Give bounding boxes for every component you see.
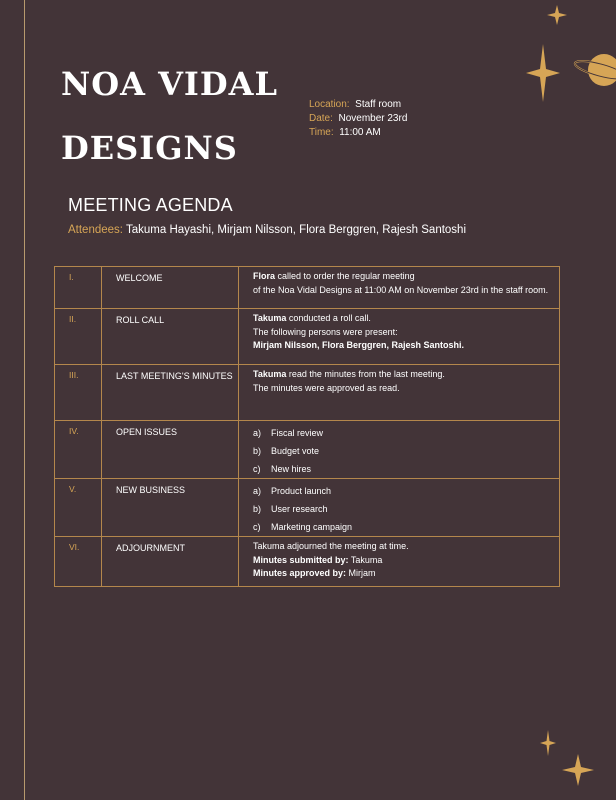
attendees xyxy=(68,224,466,236)
row-number: II. xyxy=(55,309,102,365)
table-row xyxy=(55,365,560,421)
row-section: ADJOURNMENT xyxy=(102,537,239,587)
row-number: I. xyxy=(55,267,102,309)
agenda-heading: MEETING AGENDA xyxy=(68,195,233,215)
row-details xyxy=(239,479,560,537)
company-title xyxy=(61,52,278,180)
attendees-names: Takuma Hayashi, Mirjam Nilsson, Flora Berggren, Rajesh Santoshi xyxy=(125,224,467,236)
table-row xyxy=(55,309,560,365)
table-row xyxy=(55,421,560,479)
row-section: LAST MEETING'S MINUTES xyxy=(102,365,239,421)
business-list xyxy=(253,482,559,536)
row-section: OPEN ISSUES xyxy=(102,421,239,479)
row-number: V. xyxy=(55,479,102,537)
location-row: Location: Staff room xyxy=(309,99,402,110)
date-row: Date: November 23rd xyxy=(309,113,408,124)
title-line-1: NOA VIDAL xyxy=(61,65,278,103)
list-item: c) Marketing campaign xyxy=(253,522,353,532)
row-section: WELCOME xyxy=(102,267,239,309)
table-row xyxy=(55,537,560,587)
sparkle-star-icon xyxy=(526,44,560,102)
title-line-2: DESIGNS xyxy=(61,129,238,167)
list-item: a) Product launch xyxy=(253,486,332,496)
row-section: ROLL CALL xyxy=(102,309,239,365)
row-details xyxy=(239,421,560,479)
sparkle-star-icon xyxy=(547,5,567,25)
list-item: c) New hires xyxy=(253,464,312,474)
list-item: b) User research xyxy=(253,504,328,514)
table-row xyxy=(55,267,560,309)
margin-rule xyxy=(24,0,25,800)
attendees-label: Attendees: xyxy=(68,224,123,236)
sparkle-star-icon xyxy=(562,754,594,786)
row-details: Takuma read the minutes from the last meeting. The minutes were approved as read. xyxy=(239,365,560,421)
row-details: Flora called to order the regular meeting of the Noa Vidal Designs at 11:00 AM on November 23rd in the staff room. xyxy=(239,267,560,309)
row-number: VI. xyxy=(55,537,102,587)
table-row xyxy=(55,479,560,537)
list-item: b) Budget vote xyxy=(253,446,320,456)
list-item: a) Fiscal review xyxy=(253,428,324,438)
row-section: NEW BUSINESS xyxy=(102,479,239,537)
planet-icon xyxy=(572,48,616,90)
meeting-meta xyxy=(309,98,407,140)
row-number: IV. xyxy=(55,421,102,479)
row-number: III. xyxy=(55,365,102,421)
issue-list xyxy=(253,424,559,478)
crescent-moon-icon xyxy=(17,86,29,100)
sparkle-star-icon xyxy=(540,730,556,756)
time-row: Time: 11:00 AM xyxy=(309,127,381,138)
row-details: Takuma conducted a roll call. The following persons were present: Mirjam Nilsson, Flora Berggren, Rajesh Santoshi. xyxy=(239,309,560,365)
row-details: Takuma adjourned the meeting at time. Minutes submitted by: Takuma Minutes approved by: Mirjam xyxy=(239,537,560,587)
agenda-table xyxy=(54,266,560,587)
